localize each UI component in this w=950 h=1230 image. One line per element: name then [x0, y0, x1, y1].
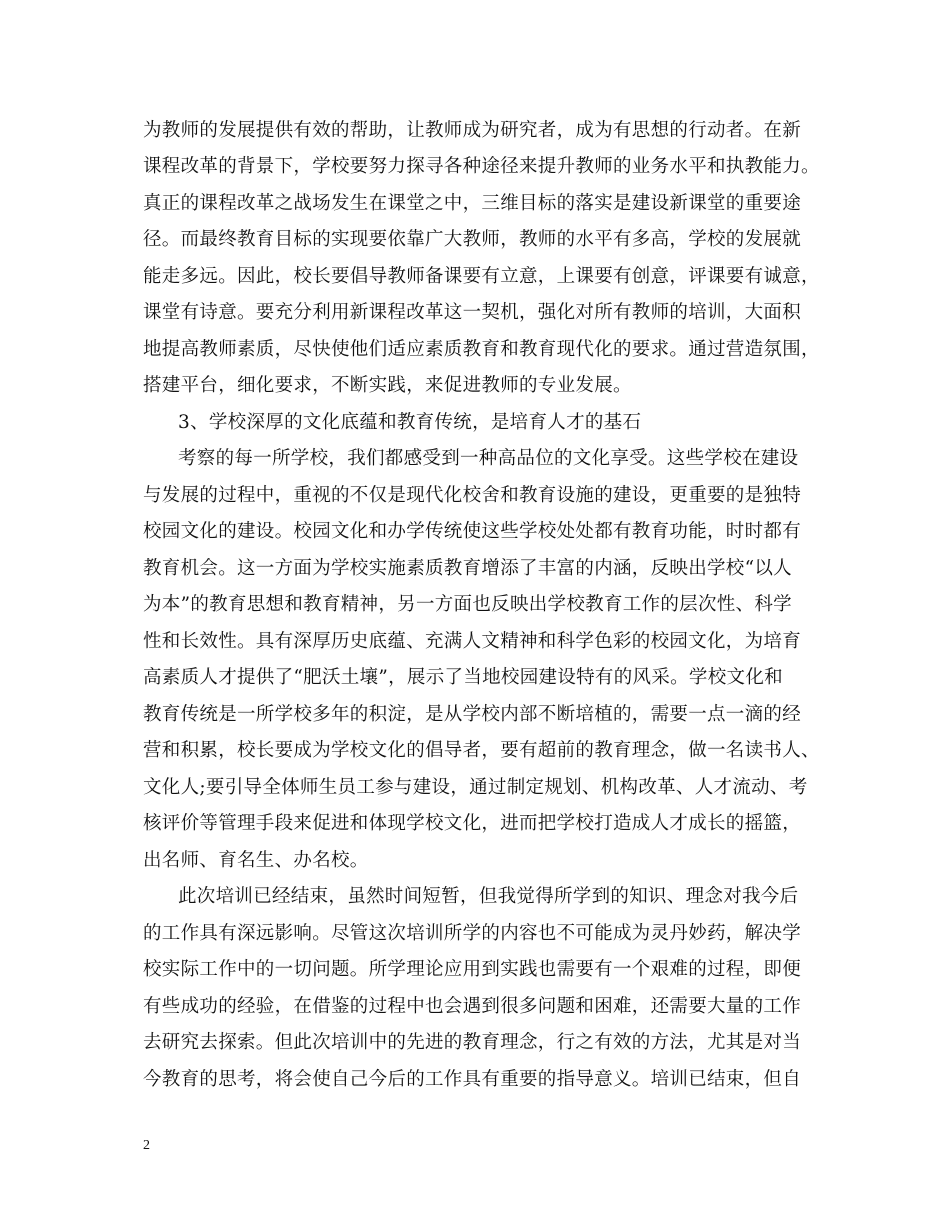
paragraph-line: 文化人;要引导全体师生员工参与建设，通过制定规划、机构改革、人才流动、考 [143, 777, 808, 798]
paragraph-line: 考察的每一所学校，我们都感受到一种高品位的文化享受。这些学校在建设 [178, 448, 799, 469]
paragraph-line: 与发展的过程中，重视的不仅是现代化校舍和教育设施的建设，更重要的是独特 [143, 485, 802, 506]
paragraph-line: 搭建平台，细化要求，不断实践，来促进教师的专业发展。 [143, 375, 632, 396]
paragraph-line: 性和长效性。具有深厚历史底蕴、充满人文精神和科学色彩的校园文化，为培育 [143, 631, 802, 652]
paragraph-line: 教育传统是一所学校多年的积淀，是从学校内部不断培植的，需要一点一滴的经 [143, 704, 802, 725]
paragraph-line: 去研究去探索。但此次培训中的先进的教育理念，行之有效的方法，尤其是对当 [143, 1032, 802, 1053]
paragraph-line: 核评价等管理手段来促进和体现学校文化，进而把学校打造成人才成长的摇篮， [143, 813, 802, 834]
paragraph-line: 课堂有诗意。要充分利用新课程改革这一契机，强化对所有教师的培训，大面积 [143, 302, 802, 323]
paragraph-line: 校园文化的建设。校园文化和办学传统使这些学校处处都有教育功能，时时都有 [143, 521, 802, 542]
section-heading: 3、学校深厚的文化底蕴和教育传统，是培育人才的基石 [178, 412, 642, 433]
paragraph-line: 高素质人才提供了“肥沃土壤”，展示了当地校园建设特有的风采。学校文化和 [143, 667, 783, 688]
paragraph-line: 校实际工作中的一切问题。所学理论应用到实践也需要有一个艰难的过程，即便 [143, 959, 802, 980]
paragraph-line: 此次培训已经结束，虽然时间短暂，但我觉得所学到的知识、理念对我今后 [178, 886, 799, 907]
paragraph-line: 为教师的发展提供有效的帮助，让教师成为研究者，成为有思想的行动者。在新 [143, 120, 802, 141]
paragraph-line: 径。而最终教育目标的实现要依靠广大教师，教师的水平有多高，学校的发展就 [143, 229, 802, 250]
paragraph-line: 为本”的教育思想和教育精神，另一方面也反映出学校教育工作的层次性、科学 [143, 594, 792, 615]
paragraph-line: 有些成功的经验，在借鉴的过程中也会遇到很多问题和困难，还需要大量的工作 [143, 996, 802, 1017]
paragraph-line: 的工作具有深远影响。尽管这次培训所学的内容也不可能成为灵丹妙药，解决学 [143, 923, 802, 944]
paragraph-line: 课程改革的背景下，学校要努力探寻各种途径来提升教师的业务水平和执教能力。 [143, 156, 820, 177]
paragraph-line: 地提高教师素质，尽快使他们适应素质教育和教育现代化的要求。通过营造氛围， [143, 339, 820, 360]
paragraph-line: 今教育的思考，将会使自己今后的工作具有重要的指导意义。培训已结束，但自 [143, 1069, 802, 1090]
paragraph-line: 能走多远。因此，校长要倡导教师备课要有立意，上课要有创意，评课要有诚意， [143, 266, 820, 287]
page-number: 2 [143, 1138, 150, 1153]
paragraph-line: 出名师、育名生、办名校。 [143, 850, 369, 871]
paragraph-line: 真正的课程改革之战场发生在课堂之中，三维目标的落实是建设新课堂的重要途 [143, 193, 802, 214]
paragraph-line: 营和积累，校长要成为学校文化的倡导者，要有超前的教育理念，做一名读书人、 [143, 740, 820, 761]
paragraph-line: 教育机会。这一方面为学校实施素质教育增添了丰富的内涵，反映出学校“以人 [143, 558, 792, 579]
